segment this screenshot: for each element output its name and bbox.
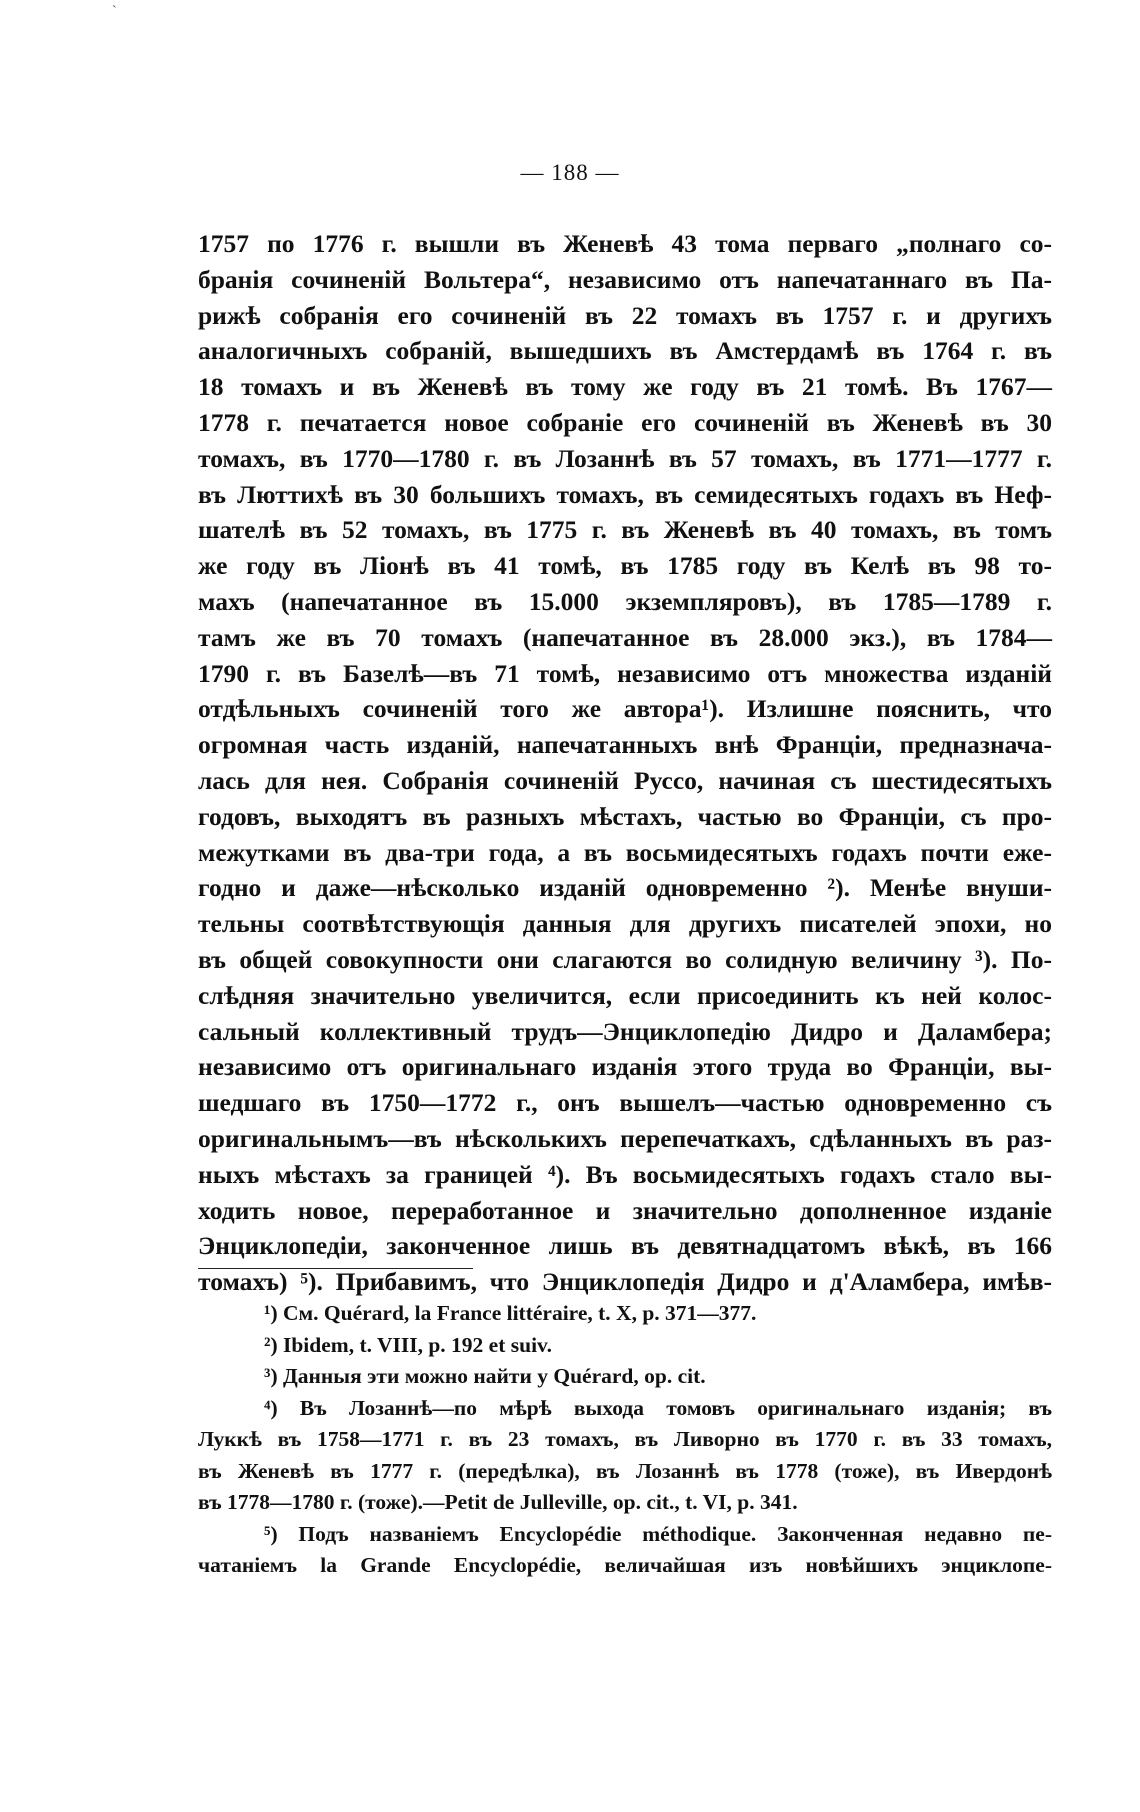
body-line: бранія сочиненій Вольтера“, независимо отъ напечатаннаго въ Па- (198, 264, 1052, 294)
body-line: 1790 г. въ Базелѣ—въ 71 томѣ, независимо отъ множества изданій (198, 658, 1052, 688)
body-line: въ общей совокупности они слагаются во солидную величину ³). По- (198, 944, 1052, 974)
footnote-line: въ 1778—1780 г. (тоже).—Petit de Julleville, op. cit., t. VI, p. 341. (198, 1490, 798, 1514)
footnote-line: въ Женевѣ въ 1777 г. (передѣлка), въ Лозаннѣ въ 1778 (тоже), въ Ивердонѣ (198, 1458, 1052, 1483)
body-line: Энциклопедіи, законченное лишь въ девятнадцатомъ вѣкѣ, въ 166 (198, 1231, 1052, 1261)
footnotes (198, 1298, 1052, 1582)
body-line: томахъ, въ 1770—1780 г. въ Лозаннѣ въ 57 томахъ, въ 1771—1777 г. (198, 443, 1052, 473)
footnote-line: ²) Ibidem, t. VIII, p. 192 et suiv. (264, 1332, 552, 1357)
body-line: отдѣльныхъ сочиненій того же автора¹). Излишне пояснить, что (198, 694, 1052, 724)
body-line: огромная часть изданій, напечатанныхъ внѣ Франціи, предназнача- (198, 730, 1052, 760)
footnote-line: ¹) См. Quérard, la France littéraire, t. X, p. 371—377. (264, 1301, 757, 1325)
footnote-line: ³) Данныя эти можно найти у Quérard, op. cit. (264, 1364, 706, 1388)
body-line: ныхъ мѣстахъ за границей ⁴). Въ восьмидесятыхъ годахъ стало вы- (198, 1159, 1052, 1189)
body-line: 18 томахъ и въ Женевѣ въ тому же году въ 21 томѣ. Въ 1767— (198, 372, 1052, 402)
body-line: 1778 г. печатается новое собраніе его сочиненій въ Женевѣ въ 30 (198, 407, 1052, 437)
main-text (198, 226, 1052, 1300)
body-line: рижѣ собранія его сочиненій въ 22 томахъ въ 1757 г. и другихъ (198, 300, 1052, 330)
body-line: томахъ) ⁵). Прибавимъ, что Энциклопедія Дидро и д'Аламбера, имѣв- (198, 1267, 1052, 1297)
body-line: шателѣ въ 52 томахъ, въ 1775 г. въ Женевѣ въ 40 томахъ, въ томъ (198, 515, 1052, 545)
footnote-line: ⁵) Подъ названіемъ Encyclopédie méthodique. Законченная недавно пе- (264, 1521, 1052, 1546)
body-line: ходить новое, переработанное и значительно дополненное изданіе (198, 1195, 1052, 1225)
body-line: тельны соотвѣтствующія данныя для другихъ писателей эпохи, но (198, 909, 1052, 939)
body-line: межутками въ два-три года, а въ восьмидесятыхъ годахъ почти еже- (198, 837, 1052, 867)
footnote-line: чатаніемъ la Grande Encyclopédie, величайшая изъ новѣйшихъ энциклопе- (198, 1553, 1052, 1577)
body-line: шедшаго въ 1750—1772 г., онъ вышелъ—частью одновременно съ (198, 1088, 1052, 1118)
body-line: аналогичныхъ собраній, вышедшихъ въ Амстердамѣ въ 1764 г. въ (198, 336, 1052, 366)
body-line: слѣдняя значительно увеличится, если присоединить къ ней колос- (198, 980, 1052, 1010)
body-line: махъ (напечатанное въ 15.000 экземпляровъ), въ 1785—1789 г. (198, 586, 1052, 616)
footnote-line: ⁴) Въ Лозаннѣ—по мѣрѣ выхода томовъ оригинальнаго изданія; въ (264, 1395, 1052, 1420)
body-line: годно и даже—нѣсколько изданій одновременно ²). Менѣе внуши- (198, 873, 1052, 903)
body-line: въ Люттихѣ въ 30 большихъ томахъ, въ семидесятыхъ годахъ въ Неф- (198, 479, 1052, 509)
body-line: оригинальнымъ—въ нѣсколькихъ перепечаткахъ, сдѣланныхъ въ раз- (198, 1123, 1052, 1153)
page-number: — 188 — (520, 160, 620, 185)
body-line: сальный коллективный трудъ—Энциклопедію Дидро и Даламбера; (198, 1016, 1052, 1046)
body-line: годовъ, выходятъ въ разныхъ мѣстахъ, частью во Франціи, съ про- (198, 801, 1052, 831)
body-line: лась для нея. Собранія сочиненій Руссо, начиная съ шестидесятыхъ (198, 765, 1052, 795)
body-line: тамъ же въ 70 томахъ (напечатанное въ 28.000 экз.), въ 1784— (198, 622, 1052, 652)
footnote-separator (198, 1268, 473, 1269)
body-line: 1757 по 1776 г. вышли въ Женевѣ 43 тома перваго „полнаго со- (198, 229, 1052, 258)
body-line: независимо отъ оригинальнаго изданія этого труда во Франціи, вы- (198, 1052, 1052, 1082)
footnote-line: Луккѣ въ 1758—1771 г. въ 23 томахъ, въ Ливорно въ 1770 г. въ 33 томахъ, (198, 1427, 1052, 1451)
scan-mark: ` (112, 4, 117, 19)
body-line: же году въ Ліонѣ въ 41 томѣ, въ 1785 году въ Келѣ въ 98 то- (198, 551, 1052, 581)
